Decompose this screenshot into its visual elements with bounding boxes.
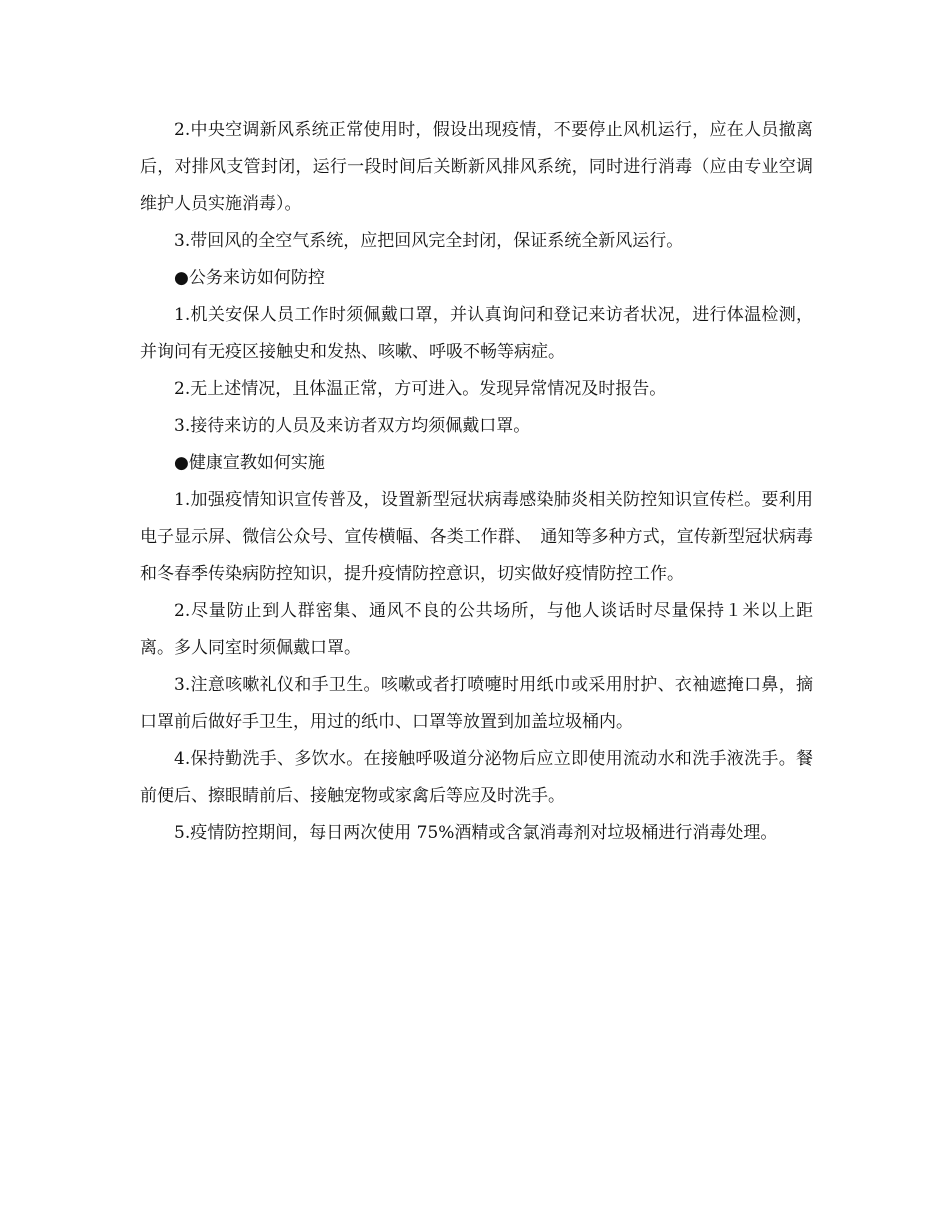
paragraph-education-2: 2.尽量防止到人群密集、通风不良的公共场所，与他人谈话时尽量保持１米以上距离。多人同室时须佩戴口罩。 xyxy=(140,601,813,658)
paragraph-visitor-2: 2.无上述情况，且体温正常，方可进入。发现异常情况及时报告。 xyxy=(174,379,667,399)
paragraph-visitor-1: 1.机关安保人员工作时须佩戴口罩，并认真询问和登记来访者状况，进行体温检测，并询问有无疫区接触史和发热、咳嗽、呼吸不畅等病症。 xyxy=(140,305,813,362)
section-heading-health-education: ●健康宣教如何实施 xyxy=(174,453,325,473)
paragraph-education-1: 1.加强疫情知识宣传普及，设置新型冠状病毒感染肺炎相关防控知识宣传栏。要利用电子显示屏、微信公众号、宣传横幅、各类工作群、 通知等多种方式，宣传新型冠状病毒和冬春季传染病防控知识，提升疫情防控意识，切实做好疫情防控工作。 xyxy=(140,490,813,584)
paragraph-education-5: 5.疫情防控期间，每日两次使用 75%酒精或含氯消毒剂对垃圾桶进行消毒处理。 xyxy=(174,823,778,843)
paragraph-visitor-3: 3.接待来访的人员及来访者双方均须佩戴口罩。 xyxy=(174,416,531,436)
paragraph-education-3: 3.注意咳嗽礼仪和手卫生。咳嗽或者打喷嚏时用纸巾或采用肘护、衣袖遮掩口鼻，摘口罩前后做好手卫生，用过的纸巾、口罩等放置到加盖垃圾桶内。 xyxy=(140,675,813,732)
section-heading-visitors: ●公务来访如何防控 xyxy=(174,268,325,288)
document-body xyxy=(140,112,813,852)
paragraph-ac-fresh-air: 2.中央空调新风系统正常使用时，假设出现疫情，不要停止风机运行，应在人员撤离后，对排风支管封闭，运行一段时间后关断新风排风系统，同时进行消毒（应由专业空调维护人员实施消毒）。 xyxy=(140,120,813,214)
paragraph-education-4: 4.保持勤洗手、多饮水。在接触呼吸道分泌物后应立即使用流动水和洗手液洗手。餐前便后、擦眼睛前后、接触宠物或家禽后等应及时洗手。 xyxy=(140,749,813,806)
paragraph-return-air: 3.带回风的全空气系统，应把回风完全封闭，保证系统全新风运行。 xyxy=(174,231,684,251)
